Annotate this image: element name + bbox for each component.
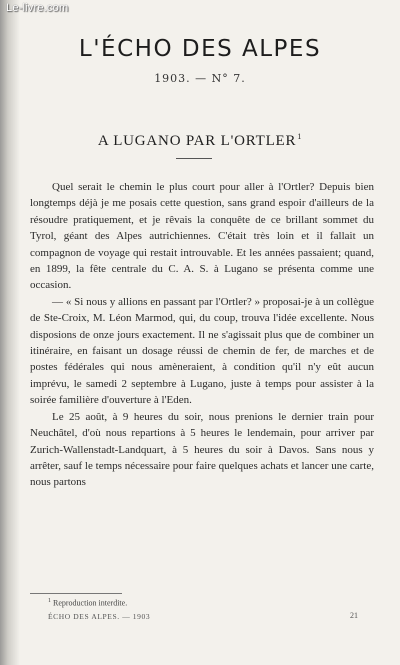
article-title-text: A LUGANO PAR L'ORTLER [97,133,297,149]
footnote [48,598,127,608]
title-divider [176,158,212,159]
watermark-logo: Le-livre.com [6,2,69,14]
footnote-text: Reproduction interdite. [53,598,128,608]
paragraph-1: Quel serait le chemin le plus court pour aller à l'Ortler? Depuis bien longtemps déjà je me posais cette question, sans grand espoir d'ailleurs de la résoudre pratiquement, et je rêvais la conquête de ce brillant sommet du Tyrol, géant des Alpes autrichiennes. C'était très loin et il fallait un compagnon de voyage qui restait introuvable. Et les années passaient; quand, en 1899, la fête centrale du C. A. S. à Lugano se présenta comme une occasion. [30,181,374,292]
page-number: 21 [350,611,358,620]
article-title [0,132,400,150]
footnote-divider [30,593,122,594]
issue-line: 1903. — N° 7. [154,72,246,85]
footnote-marker: 1 [48,598,51,604]
running-footer: ÉCHO DES ALPES. — 1903 [48,612,151,621]
article-title-footnote-marker: 1 [297,132,303,141]
paragraph-2: — « Si nous y allions en passant par l'Ortler? » proposai-je à un collègue de Ste-Croix, M. Léon Marmod, qui, du coup, trouva l'idée excellente. Nous disposions de onze jours exactement. Il ne s'agissait plus que de combiner un itinéraire, en faisant un dosage réussi de chemin de fer, de marches et de postes fédérales qui nous amèneraient, à condition qu'il n'y eût aucun imprévu, le samedi 2 septembre à Lugano, juste à temps pour assister à la soirée familière d'ouverture à l'Eden. [30,295,374,407]
paragraph-3: Le 25 août, à 9 heures du soir, nous prenions le dernier train pour Neuchâtel, d'où nous repartions à 5 heures le lendemain, pour arriver par Zurich-Wallenstadt-Landquart, à 5 heures du soir à Davos. Sans nous y arrêter, sauf le temps nécessaire pour faire quelques achats et lancer une carte, nous partons [30,410,374,489]
page-binding-shadow [0,0,20,665]
article-body [30,179,374,491]
journal-title: L'ÉCHO DES ALPES [78,36,322,62]
